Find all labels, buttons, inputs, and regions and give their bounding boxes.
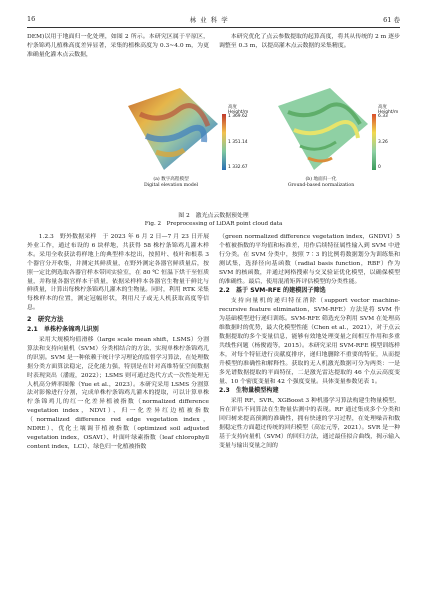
top-right-text: 本研究优化了点云参数提取的起算高度，将其从传统的 2 m 逐步调整至 0.3 m，以提高灌木点云数据的采集精度。 [219,34,400,49]
dem-legend-title: 高度 [228,105,237,110]
right-column [219,233,400,451]
subsection-heading-2-3: 2.3 生物量模型构建 [219,387,279,395]
page-header [27,13,400,25]
panel-a-label-cn: (a) 数字高程模型 [153,177,189,182]
normalized-tick-top: 6.33 [378,114,388,119]
panel-b-label-en: Ground-based normalization [287,183,355,188]
subsection-heading-2-1: 2.1 单株柠条锦鸡儿识别 [27,326,99,334]
header-rule [27,27,400,28]
panel-b-label-cn: (b) 地面归一化 [305,177,337,182]
subsection-heading-2-2: 2.2 基于 SVM-RFE 的建模因子筛选 [219,287,326,295]
page-number: 16 [27,15,36,23]
dem-colorbar [222,114,226,170]
dem-legend-unit: Height/m [228,110,249,115]
identification-paragraph: 采用大规模均值滑移（large scale mean shift，LSMS）分割算法和支持向量机（SVM）分类相结合的方法，实现单株柠条锦鸡儿的识别。SVM 是一种依赖于统计学习理论的监督学习算法，在处理数据分类方面算法稳定，泛化能力强，特别是在针对高维特征空间数据时表现突出（潘霞，2022）；LSMS 则可通过迭代方式一次性处理无人机高分辨率图像（Yue et al.，2023）。本研究采用 LSMS 分割算法对影像进行分割，完成单株柠条锦鸡儿灌木的提取，可以计算单株柠条锦鸡儿的红一化差异植被指数（normalized difference vegetation index，NDVI）、归一化差异红边植被指数（normalized difference red edge vegetation index，NDRE）、优化土壤调节植被指数（optimized soil adjusted vegetation index，OSAVI）、叶面叶绿素指数（leaf chlorophyll content index，LCI）、绿色归一化植被指数 [27,336,209,450]
normalized-image [270,84,372,176]
normalized-legend-unit: Height/m [378,110,399,115]
normalized-tick-bottom: 0 [378,165,381,170]
dem-tick-top: 1 369.62 [228,114,248,119]
dem-tick-mid: 1 351.14 [228,140,248,145]
panel-a-label-en: Digital elevation model [143,183,199,188]
top-left-text: DEM)以用于地面归一化处理，如图 2 所示。本研究区属于平原区，柠条锦鸡儿植株高度差异显著，采集的植株高度为 0.3~4.0 m，为更准确量化灌木点云数据， [27,34,209,58]
field-sampling-paragraph: 1.2.3 野外数据采样 于 2023 年 6 月 2 日—7 月 23 日开展外业工作，通过布设的 6 块样地，共获得 58 株柠条锦鸡儿灌木样本。采用全收获法将样地上的典型样本挖出，按照叶、枝叶和根系 3 个器官分开收集，并测定其鲜质量，在野外测定各器官鲜质量后，按照一定比例选取各器官样本带回实验室，在 80 ℃ 恒温下烘干至恒质量，并称量各器官样本干质量，依据采样样本各器官生物量干鲜比与鲜质量，计算出每株柠条锦鸡儿灌木的生物量。同时，利用 RTK 采集每株样本的位置，测定冠幅形状，利用尺子或无人机获取高度等信息。 [27,234,209,312]
figure-2 [120,84,410,204]
journal-name: 林 业 科 学 [189,15,229,24]
normalized-panel [270,84,372,176]
figure-caption-en: Fig. 2 Preprocessing of LiDAR point cloud data [144,221,283,227]
normalized-legend-title: 高度 [378,105,387,110]
normalized-colorbar [372,114,376,170]
biomass-model-paragraph: 采用 RF、SVR、XGBoost 3 种机器学习算法构建生物量模型，旨在评估不同算法在生物量估测中的表现。RF 通过集成多个分类和回归树来提高预测的准确性，拥有快速的学习过程，在处理噪音和数据稳定性方面超过传统的回归模型（高宏元等，2021）。SVR 是一种基于支持向量机（SVM）的回归方法，通过最佳拟合曲线，揭示输入变量与输出变量之间的 [219,398,400,449]
section-heading-methods: 2 研究方法 [27,315,64,324]
figure-caption-cn: 图 2 激光点云数据预处理 [178,213,249,219]
svm-rfe-paragraph: 支持向量机的递归特征消除（support vector machine-recursive feature elimination，SVM-RFE）方法是将 SVM 作为基础模型进行递归训练。SVM-RFE 筛选充分利用 SVM 在处理高维数据时的优势，最大化模型性能（Chen et al.，2021），对于点云数据提取的多个变量信息，能够有效地处理变量之间相互作用和多重共线性问题（杨俊霞等，2015）。本研究采用 SVM-RFE 模型训练样本，对每个特征进行贡献度排序，递归地删除不重要的特征，从而提升模型的准确性和解释性。获取的无人机激光数据可分为两类：一是多光谱数据提取的平面特征，二是激光雷达提取的 46 个点云高度变量、10 个密度变量和 42 个强度变量。具体变量参数见表 1。 [219,298,400,385]
dem-tick-bottom: 1 332.67 [228,165,248,170]
svm-paragraph: （green normalized difference vegetation index，GNDVI）5 个植被指数的平均值和标准差，用作后续特征属性输入到 SVM 中进行分类。在 SVM 分类中，按照 7∶3 的比例将数据划分为训练集和测试集，选择径向基函数（radial basis function，RBF）作为 SVM 的核函数，并通过网格搜索与交叉验证优化模型，以确保模型的准确性。最后，使用混淆矩阵评估模型的分类性能。 [219,234,400,285]
dem-panel [120,84,222,176]
left-column [27,233,209,452]
volume-label: 61 卷 [383,15,400,24]
dem-image [120,84,222,176]
normalized-tick-mid: 3.26 [378,140,388,145]
